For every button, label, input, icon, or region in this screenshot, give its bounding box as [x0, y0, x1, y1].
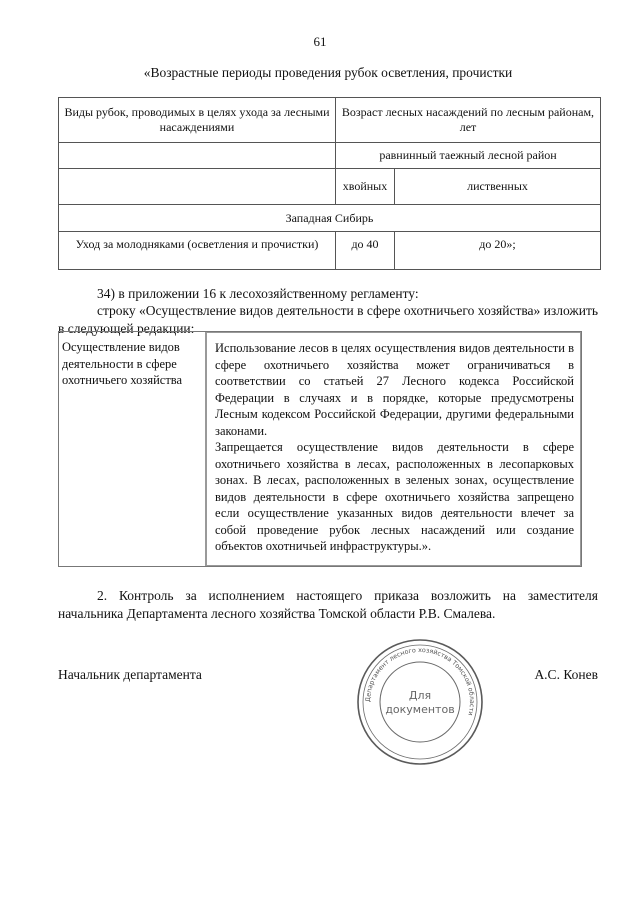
item-34-line2: строку «Осуществление видов деятельности в сфере охотничьего хозяйства» изложить в следующей редакции:: [58, 303, 598, 336]
stamp-center-line2: документов: [385, 703, 455, 716]
table-row: [59, 98, 601, 143]
stamp-inner-ring: [380, 662, 460, 742]
control-paragraph: 2. Контроль за исполнением настоящего приказа возложить на заместителя начальника Департамента лесного хозяйства Томской области Р.В. Смалева.: [58, 588, 598, 621]
activity-table: [58, 331, 582, 567]
official-stamp: [355, 637, 485, 767]
header-region: равнинный таежный лесной район: [336, 143, 601, 169]
zone-row: Западная Сибирь: [59, 205, 601, 232]
table-heading: «Возрастные периоды проведения рубок осветления, прочистки: [143, 65, 513, 80]
header-age: Возраст лесных насаждений по лесным районам, лет: [336, 98, 601, 143]
table-row: [59, 232, 601, 270]
signature-title: Начальник департамента: [58, 667, 202, 682]
header-conifer: хвойных: [336, 169, 395, 205]
empty-cell: [59, 169, 336, 205]
table-row: [59, 205, 601, 232]
signature-name: А.С. Конев: [534, 667, 598, 682]
stamp-ring-text: Департамент лесного хозяйства Томской области: [363, 645, 477, 717]
stamp-center-line1: Для: [408, 689, 432, 702]
header-cut-types: Виды рубок, проводимых в целях ухода за лесными насаждениями: [59, 98, 336, 143]
activity-content: [206, 332, 581, 566]
item-34-line1: 34) в приложении 16 к лесохозяйственному регламенту:: [97, 286, 419, 301]
stamp-outer-ring: [358, 640, 482, 764]
activity-paragraph-1: Использование лесов в целях осуществления видов деятельности в сфере охотничьего хозяйства может ограничиваться в соответствии со статьей 27 Лесного кодекса Российской Федерации в случаях и в порядке, которые предусмотрены Лесным кодексом Российской Федерации, другими федеральными законами.: [215, 341, 574, 438]
periods-table: [58, 97, 601, 270]
page-number: 61: [313, 34, 327, 49]
table-row: [59, 169, 601, 205]
row-conifer: до 40: [336, 232, 395, 270]
header-deciduous: лиственных: [395, 169, 601, 205]
empty-cell: [59, 143, 336, 169]
table-row: [59, 143, 601, 169]
table-row: [59, 332, 581, 566]
row-deciduous: до 20»;: [395, 232, 601, 270]
activity-label: Осуществление видов деятельности в сфере охотничьего хозяйства: [59, 332, 206, 566]
row-label: Уход за молодняками (осветления и прочистки): [59, 232, 336, 270]
activity-paragraph-2: Запрещается осуществление видов деятельности в сфере охотничьего хозяйства в лесах, расположенных в лесопарковых зонах. В лесах, расположенных в зеленых зонах, осуществление видов деятельности в сфере охотничьего хозяйства запрещено если осуществление указанных видов деятельности влечет за собой проведение рубок лесных насаждений или создание объектов охотничьей инфраструктуры.».: [215, 440, 574, 553]
